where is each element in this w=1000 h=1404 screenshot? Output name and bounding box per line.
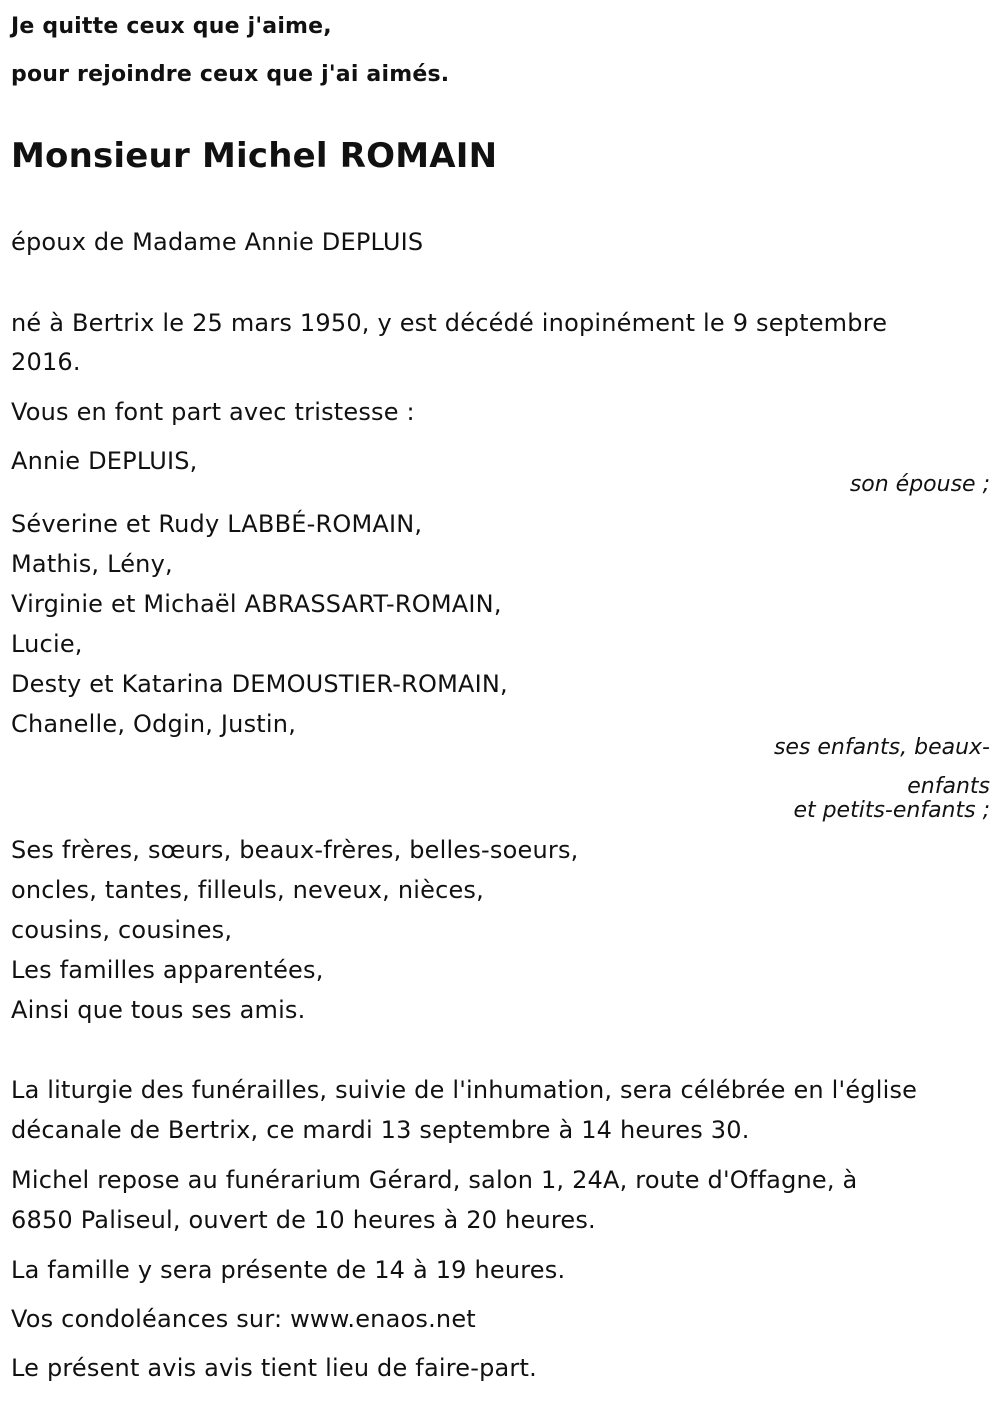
epigraph-line-2: pour rejoindre ceux que j'ai aimés.	[11, 62, 450, 87]
spouse-name: Annie DEPLUIS,	[11, 447, 198, 475]
condolences-line: Vos condoléances sur: www.enaos.net	[11, 1305, 476, 1333]
list-item: Lucie,	[11, 630, 83, 658]
birth-death-line-2: 2016.	[11, 348, 81, 376]
children-role-line-3: et petits-enfants ;	[793, 798, 990, 823]
liturgy-line-1: La liturgie des funérailles, suivie de l'inhumation, sera célébrée en l'église	[11, 1076, 918, 1104]
announcement-intro: Vous en font part avec tristesse :	[11, 398, 415, 426]
list-item: Ses frères, sœurs, beaux-frères, belles-soeurs,	[11, 836, 579, 864]
children-role-line-1: ses enfants, beaux-	[773, 735, 990, 760]
spouse-role: son épouse ;	[849, 472, 990, 497]
repose-line-1: Michel repose au funérarium Gérard, salon 1, 24A, route d'Offagne, à	[11, 1166, 858, 1194]
family-presence: La famille y sera présente de 14 à 19 heures.	[11, 1256, 566, 1284]
list-item: Mathis, Lény,	[11, 550, 173, 578]
liturgy-line-2: décanale de Bertrix, ce mardi 13 septembre à 14 heures 30.	[11, 1116, 750, 1144]
list-item: Séverine et Rudy LABBÉ-ROMAIN,	[11, 510, 423, 538]
epigraph-line-1: Je quitte ceux que j'aime,	[11, 14, 332, 39]
list-item: Les familles apparentées,	[11, 956, 324, 984]
list-item: Ainsi que tous ses amis.	[11, 996, 306, 1024]
birth-death-line-1: né à Bertrix le 25 mars 1950, y est décédé inopinément le 9 septembre	[11, 309, 888, 337]
list-item: Chanelle, Odgin, Justin,	[11, 710, 297, 738]
list-item: Desty et Katarina DEMOUSTIER-ROMAIN,	[11, 670, 508, 698]
list-item: oncles, tantes, filleuls, neveux, nièces,	[11, 876, 484, 904]
repose-line-2: 6850 Paliseul, ouvert de 10 heures à 20 heures.	[11, 1206, 596, 1234]
list-item: Virginie et Michaël ABRASSART-ROMAIN,	[11, 590, 502, 618]
spouse-line: époux de Madame Annie DEPLUIS	[11, 228, 424, 256]
children-role-line-2: enfants	[907, 774, 990, 799]
list-item: cousins, cousines,	[11, 916, 233, 944]
notice-line: Le présent avis avis tient lieu de faire-part.	[11, 1354, 537, 1382]
deceased-name: Monsieur Michel ROMAIN	[11, 136, 498, 176]
